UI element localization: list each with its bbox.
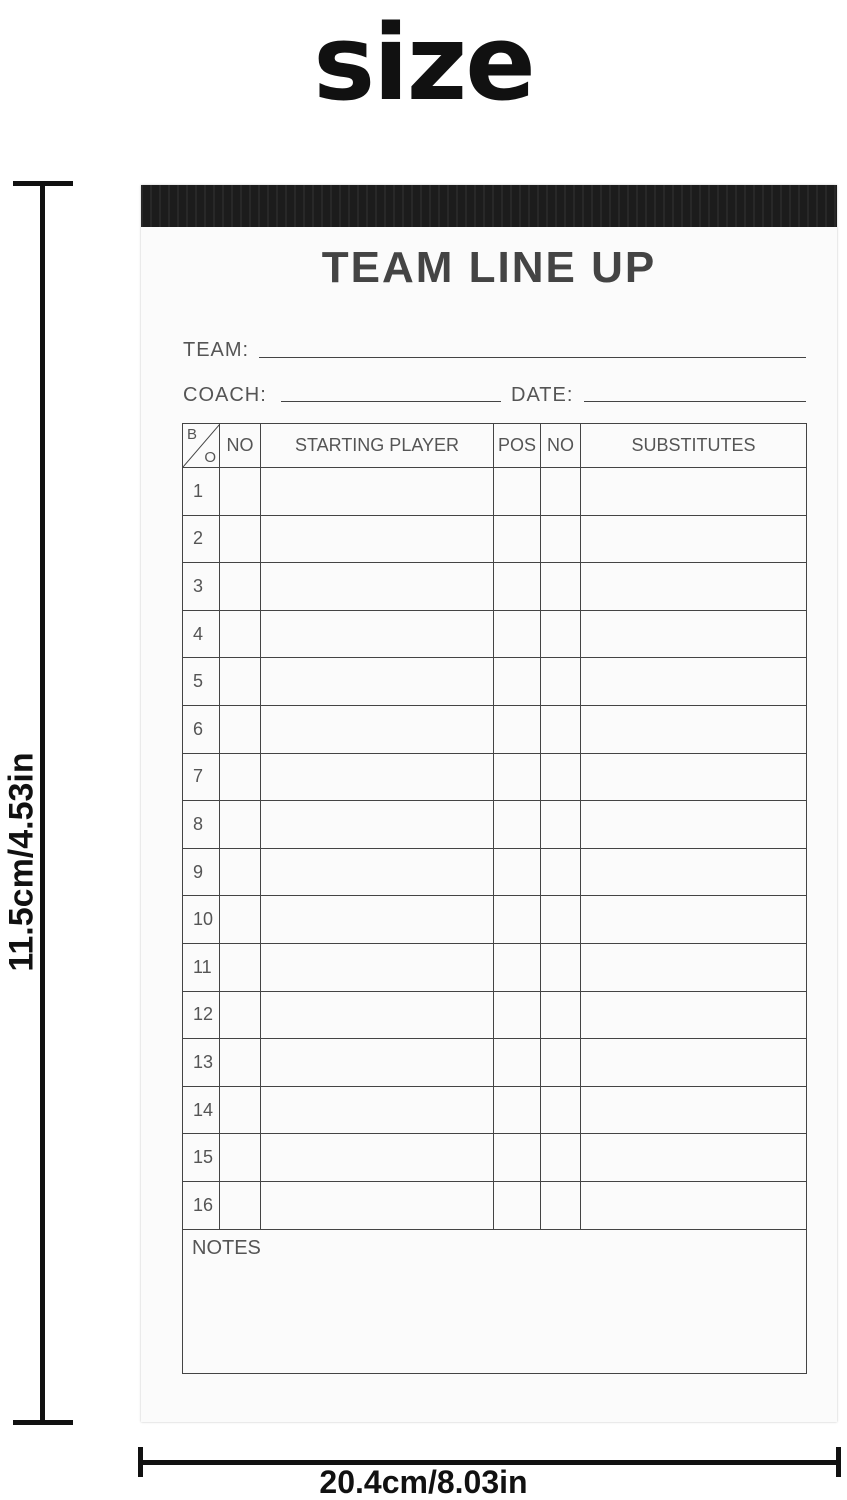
row-sub-no-cell	[541, 943, 581, 991]
notes-box	[182, 1229, 807, 1374]
table-row	[183, 896, 807, 944]
row-no-cell	[220, 1181, 261, 1229]
pad-binding-strip	[141, 185, 837, 227]
row-pos-cell	[494, 563, 541, 611]
size-heading: size	[313, 2, 534, 124]
pos-header: POS	[494, 424, 541, 468]
row-no-cell	[220, 1086, 261, 1134]
notes-label: NOTES	[192, 1237, 261, 1259]
batting-order-header	[183, 424, 220, 468]
row-player-cell	[261, 705, 494, 753]
row-sub-no-cell	[541, 705, 581, 753]
row-number: 11	[183, 943, 220, 991]
row-no-cell	[220, 801, 261, 849]
table-row	[183, 705, 807, 753]
row-no-cell	[220, 515, 261, 563]
row-player-cell	[261, 1181, 494, 1229]
row-sub-no-cell	[541, 658, 581, 706]
row-player-cell	[261, 563, 494, 611]
row-number: 12	[183, 991, 220, 1039]
pad-title: TEAM LINE UP	[321, 243, 657, 292]
row-pos-cell	[494, 1086, 541, 1134]
row-substitute-cell	[581, 563, 807, 611]
row-player-cell	[261, 943, 494, 991]
row-substitute-cell	[581, 468, 807, 516]
row-pos-cell	[494, 1039, 541, 1087]
row-player-cell	[261, 610, 494, 658]
table-row	[183, 468, 807, 516]
row-player-cell	[261, 801, 494, 849]
table-row	[183, 610, 807, 658]
row-sub-no-cell	[541, 991, 581, 1039]
starting-player-header: STARTING PLAYER	[261, 424, 494, 468]
row-substitute-cell	[581, 896, 807, 944]
coach-line	[281, 401, 501, 402]
row-number: 5	[183, 658, 220, 706]
table-row	[183, 1181, 807, 1229]
row-sub-no-cell	[541, 515, 581, 563]
row-pos-cell	[494, 943, 541, 991]
lineup-table	[182, 423, 807, 1230]
lineup-rows	[183, 468, 807, 1230]
table-row	[183, 991, 807, 1039]
row-substitute-cell	[581, 658, 807, 706]
row-player-cell	[261, 991, 494, 1039]
table-row	[183, 943, 807, 991]
table-row	[183, 1086, 807, 1134]
row-number: 14	[183, 1086, 220, 1134]
row-number: 6	[183, 705, 220, 753]
row-no-cell	[220, 848, 261, 896]
row-no-cell	[220, 468, 261, 516]
row-substitute-cell	[581, 753, 807, 801]
row-substitute-cell	[581, 943, 807, 991]
row-number: 2	[183, 515, 220, 563]
row-sub-no-cell	[541, 801, 581, 849]
row-substitute-cell	[581, 515, 807, 563]
row-number: 16	[183, 1181, 220, 1229]
row-pos-cell	[494, 896, 541, 944]
row-no-cell	[220, 563, 261, 611]
row-number: 8	[183, 801, 220, 849]
row-no-cell	[220, 943, 261, 991]
row-substitute-cell	[581, 801, 807, 849]
row-substitute-cell	[581, 1181, 807, 1229]
row-number: 9	[183, 848, 220, 896]
row-sub-no-cell	[541, 1086, 581, 1134]
row-player-cell	[261, 1039, 494, 1087]
table-header-row	[183, 424, 807, 468]
height-dimension-cap-bottom	[13, 1420, 73, 1425]
row-no-cell	[220, 610, 261, 658]
row-player-cell	[261, 468, 494, 516]
row-player-cell	[261, 1086, 494, 1134]
row-sub-no-cell	[541, 753, 581, 801]
table-row	[183, 658, 807, 706]
table-row	[183, 753, 807, 801]
lineup-notepad	[141, 185, 837, 1422]
row-sub-no-cell	[541, 610, 581, 658]
batting-order-o: O	[204, 449, 216, 466]
table-row	[183, 848, 807, 896]
row-player-cell	[261, 896, 494, 944]
row-substitute-cell	[581, 610, 807, 658]
row-number: 10	[183, 896, 220, 944]
row-substitute-cell	[581, 1086, 807, 1134]
row-sub-no-cell	[541, 563, 581, 611]
row-pos-cell	[494, 515, 541, 563]
row-pos-cell	[494, 991, 541, 1039]
row-no-cell	[220, 896, 261, 944]
coach-label: COACH:	[183, 384, 267, 406]
row-sub-no-cell	[541, 848, 581, 896]
row-no-cell	[220, 705, 261, 753]
batting-order-b: B	[187, 426, 198, 443]
table-row	[183, 515, 807, 563]
row-number: 3	[183, 563, 220, 611]
substitutes-header: SUBSTITUTES	[581, 424, 807, 468]
table-row	[183, 801, 807, 849]
table-row	[183, 563, 807, 611]
row-substitute-cell	[581, 991, 807, 1039]
no-header: NO	[220, 424, 261, 468]
row-sub-no-cell	[541, 468, 581, 516]
width-dimension-label: 20.4cm/8.03in	[319, 1464, 528, 1500]
row-pos-cell	[494, 753, 541, 801]
row-substitute-cell	[581, 1134, 807, 1182]
row-pos-cell	[494, 801, 541, 849]
row-no-cell	[220, 991, 261, 1039]
row-number: 13	[183, 1039, 220, 1087]
row-no-cell	[220, 1039, 261, 1087]
row-no-cell	[220, 658, 261, 706]
row-substitute-cell	[581, 705, 807, 753]
date-label: DATE:	[511, 384, 574, 406]
row-sub-no-cell	[541, 1134, 581, 1182]
sub-no-header: NO	[541, 424, 581, 468]
row-pos-cell	[494, 468, 541, 516]
height-dimension-label: 11.5cm/4.53in	[2, 752, 41, 972]
row-no-cell	[220, 1134, 261, 1182]
row-player-cell	[261, 753, 494, 801]
row-pos-cell	[494, 658, 541, 706]
row-number: 15	[183, 1134, 220, 1182]
row-number: 4	[183, 610, 220, 658]
row-pos-cell	[494, 1134, 541, 1182]
row-pos-cell	[494, 1181, 541, 1229]
row-pos-cell	[494, 705, 541, 753]
row-sub-no-cell	[541, 1181, 581, 1229]
row-substitute-cell	[581, 848, 807, 896]
row-number: 1	[183, 468, 220, 516]
row-sub-no-cell	[541, 1039, 581, 1087]
team-label: TEAM:	[183, 339, 250, 361]
row-no-cell	[220, 753, 261, 801]
row-sub-no-cell	[541, 896, 581, 944]
date-line	[584, 401, 806, 402]
row-player-cell	[261, 1134, 494, 1182]
row-player-cell	[261, 515, 494, 563]
row-player-cell	[261, 848, 494, 896]
team-line	[259, 357, 806, 358]
row-pos-cell	[494, 610, 541, 658]
row-substitute-cell	[581, 1039, 807, 1087]
row-player-cell	[261, 658, 494, 706]
row-pos-cell	[494, 848, 541, 896]
table-row	[183, 1039, 807, 1087]
row-number: 7	[183, 753, 220, 801]
table-row	[183, 1134, 807, 1182]
